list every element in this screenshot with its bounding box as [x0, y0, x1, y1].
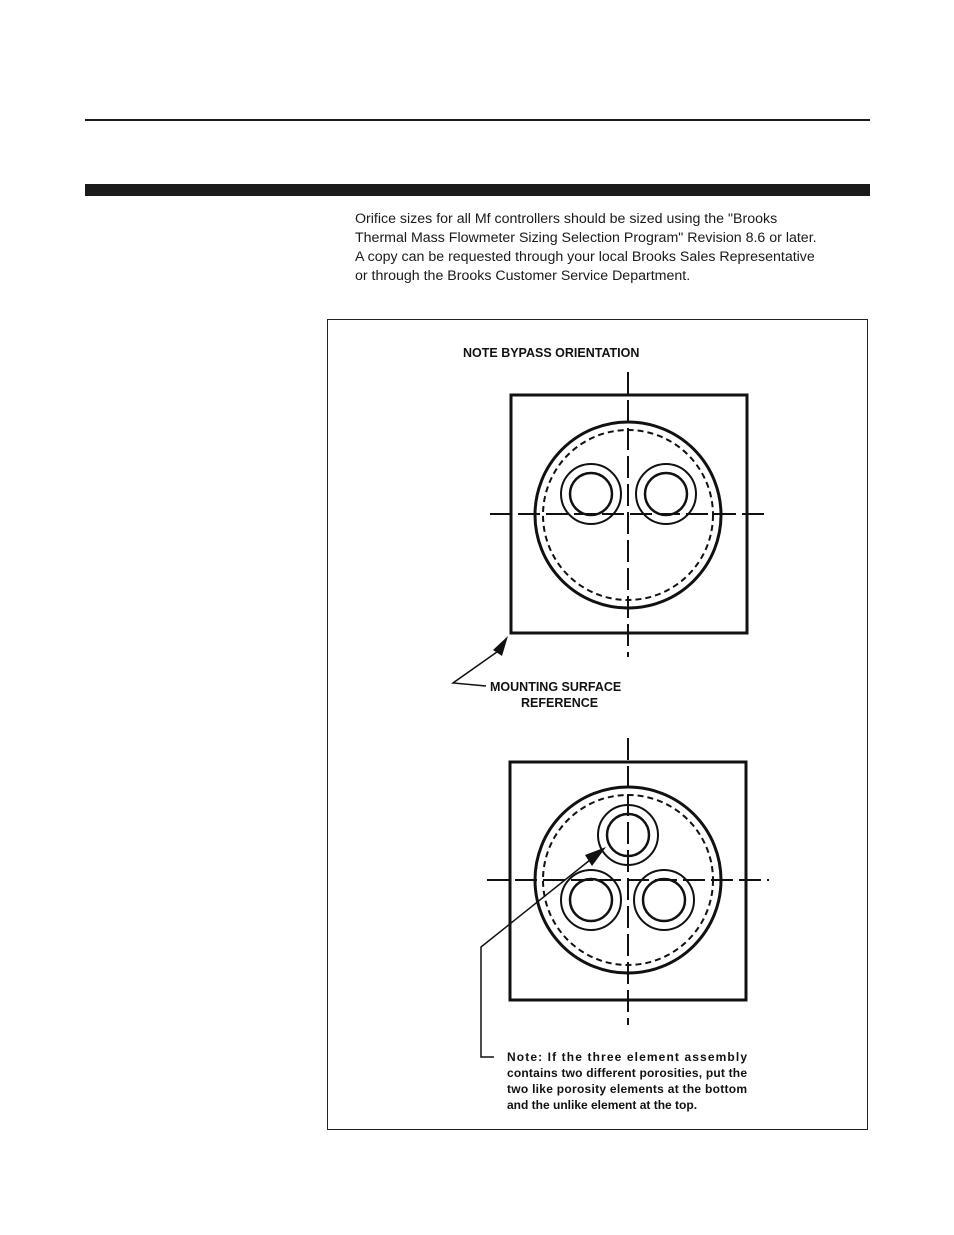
note-line-3: two like porosity elements at the bottom: [507, 1082, 747, 1096]
intro-line-2: Thermal Mass Flowmeter Sizing Selection Program" Revision 8.6 or later.: [355, 230, 817, 246]
mounting-label-line-1: MOUNTING SURFACE: [490, 680, 622, 694]
intro-line-4: or through the Brooks Customer Service Department.: [355, 268, 691, 284]
mounting-label-line-2: REFERENCE: [521, 696, 599, 710]
figure-title: NOTE BYPASS ORIENTATION: [463, 346, 640, 360]
note-line-4: and the unlike element at the top.: [507, 1098, 698, 1112]
three-element-diagram: [481, 738, 769, 1112]
element-bottom-right-inner: [643, 879, 685, 921]
bypass-diagram: [328, 320, 869, 1131]
section-rule-thick: [85, 184, 870, 196]
note-arrowhead: [585, 847, 606, 866]
element-right-inner: [645, 473, 687, 515]
intro-paragraph: [355, 210, 870, 286]
header-rule-thin: [85, 119, 870, 121]
note-line-2: contains two different porosities, put the: [507, 1066, 747, 1080]
bypass-orientation-figure: [327, 319, 868, 1130]
intro-line-3: A copy can be requested through your local Brooks Sales Representative: [355, 249, 815, 265]
note-line-1: Note: If the three element assembly: [507, 1050, 747, 1064]
two-element-diagram: [453, 372, 769, 710]
intro-line-1: Orifice sizes for all Mf controllers should be sized using the "Brooks: [355, 211, 778, 227]
element-left-inner: [570, 473, 612, 515]
element-bottom-left-inner: [570, 879, 612, 921]
